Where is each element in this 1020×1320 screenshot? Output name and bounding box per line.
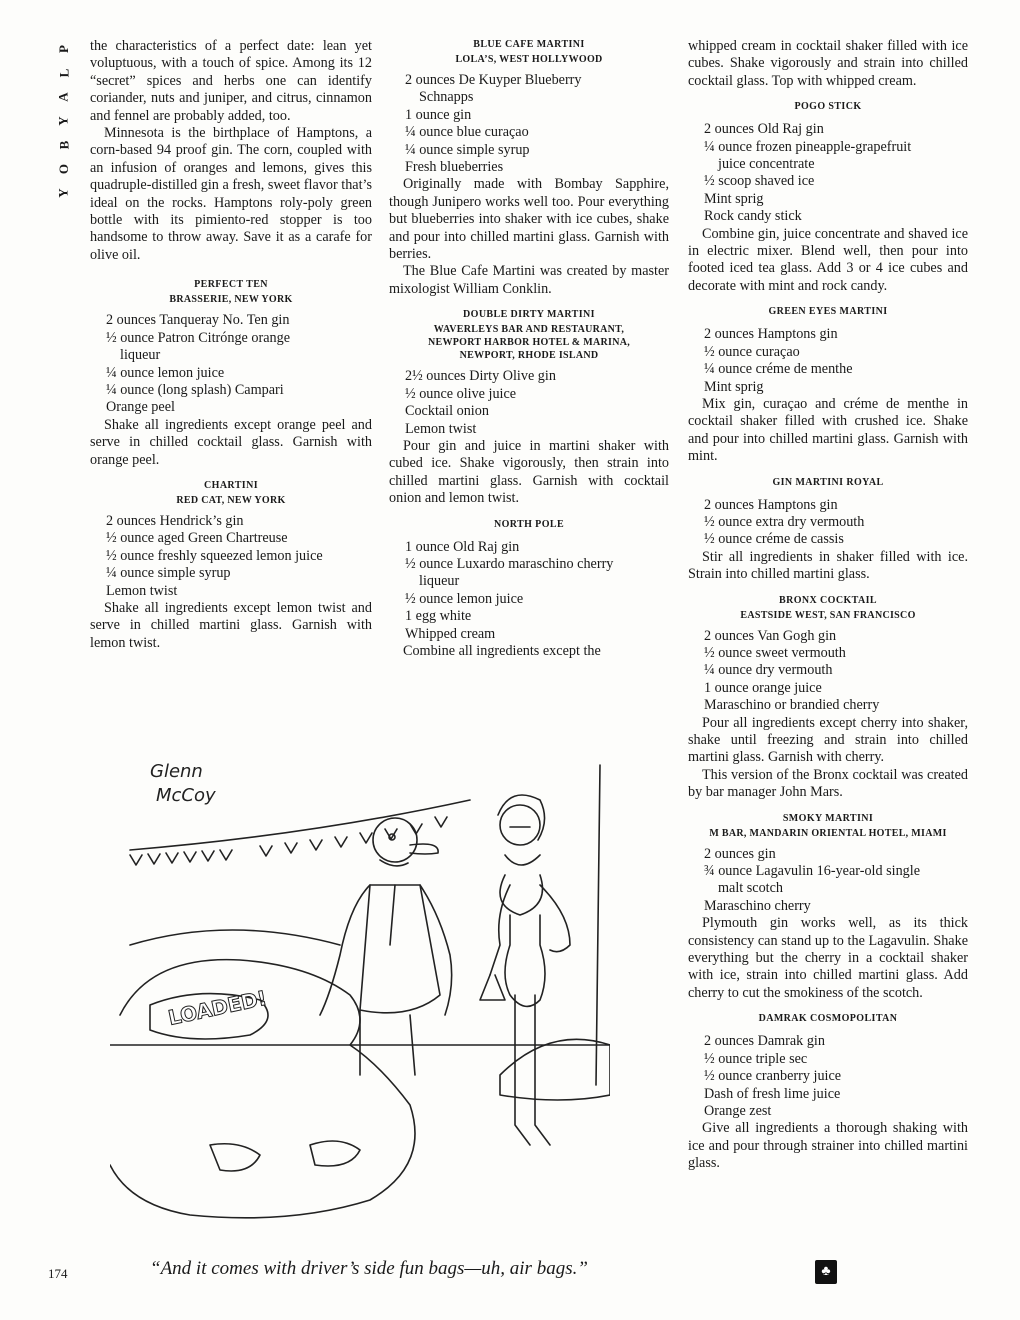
ingredient: ¼ ounce blue curaçao <box>405 124 529 141</box>
directions: Pour all ingredients except cherry into shaker, shake until freezing and strain into chilled martini glass. Garnish with cherry. <box>688 714 968 766</box>
ingredient: ½ ounce curaçao <box>704 343 800 360</box>
recipe-title: DOUBLE DIRTY MARTINI <box>463 309 595 321</box>
recipe-venue: BRASSERIE, NEW YORK <box>169 294 293 306</box>
recipe-venue: EASTSIDE WEST, SAN FRANCISCO <box>740 609 916 621</box>
ingredient: Dash of fresh lime juice <box>704 1085 841 1102</box>
directions: The Blue Cafe Martini was created by master mixologist William Conklin. <box>389 263 669 297</box>
ingredient: liqueur <box>120 347 161 364</box>
ingredient: ½ ounce extra dry vermouth <box>704 513 865 530</box>
column-3 <box>688 38 968 1173</box>
ingredient: ½ ounce olive juice <box>405 385 517 402</box>
directions: Plymouth gin works well, as its thick consistency can stand up to the Lagavulin. Shake everything but the cherry in a cocktail shaker with ice, strain into chilled martini glass. Add cherry to cut the smokiness of the scotch. <box>688 915 968 1001</box>
ingredient: ½ ounce Patron Citrónge orange <box>106 329 290 346</box>
ingredient: ½ ounce créme de cassis <box>704 531 844 548</box>
car-sign-text: LOADED! <box>166 985 269 1030</box>
directions: Give all ingredients a thorough shaking with ice and pour through strainer into chilled martini glass. <box>688 1120 968 1172</box>
ingredient: 2 ounces Van Gogh gin <box>704 627 837 644</box>
ingredient: liqueur <box>419 573 460 590</box>
ingredient: 2 ounces gin <box>704 845 776 862</box>
ingredient: Lemon twist <box>405 420 477 437</box>
directions: Mix gin, curaçao and créme de menthe in cocktail shaker filled with crushed ice. Shake and pour into chilled martini glass. Garnish with mint. <box>688 395 968 465</box>
ingredient: ½ ounce sweet vermouth <box>704 644 846 661</box>
ingredient: ¼ ounce simple syrup <box>106 565 231 582</box>
directions: Combine all ingredients except the <box>403 642 601 659</box>
ingredient: Lemon twist <box>106 582 178 599</box>
ingredient: Fresh blueberries <box>405 159 504 176</box>
ingredient: 2 ounces De Kuyper Blueberry <box>405 72 582 88</box>
directions: Combine gin, juice concentrate and shaved ice in electric mixer. Blend well, then pour into footed iced tea glass. Add 3 or 4 ice cubes and decorate with mint and rock candy. <box>688 225 968 294</box>
ingredient: ½ ounce lemon juice <box>405 590 524 607</box>
ingredient: ¼ ounce frozen pineapple-grapefruit <box>704 138 912 155</box>
ingredient: ½ ounce cranberry juice <box>704 1068 842 1085</box>
ingredient: 1 ounce Old Raj gin <box>405 538 520 555</box>
ingredient: Mint sprig <box>704 190 764 207</box>
svg-text:Glenn: Glenn <box>150 761 203 782</box>
ingredient: Maraschino or brandied cherry <box>704 697 880 714</box>
recipe-venue: WAVERLEYS BAR AND RESTAURANT, NEWPORT HARBOR HOTEL & MARINA, NEWPORT, RHODE ISLAND <box>427 324 631 362</box>
recipe-title: BLUE CAFE MARTINI <box>473 39 585 50</box>
recipe-title: BRONX COCKTAIL <box>779 594 877 606</box>
ingredient: ½ scoop shaved ice <box>704 173 815 190</box>
playboy-bunny-icon: ♣ <box>815 1260 837 1284</box>
recipe-title: PERFECT TEN <box>194 279 268 291</box>
recipe-venue: M BAR, MANDARIN ORIENTAL HOTEL, MIAMI <box>709 827 947 839</box>
ingredient: 1 ounce gin <box>405 106 472 123</box>
ingredient: ½ ounce freshly squeezed lemon juice <box>106 547 323 564</box>
column-2 <box>389 38 669 660</box>
magazine-side-label: P L A Y B O Y <box>55 45 71 198</box>
ingredient: 2 ounces Old Raj gin <box>704 121 824 138</box>
recipe-title: GIN MARTINI ROYAL <box>772 476 884 488</box>
ingredient: ½ ounce Luxardo maraschino cherry <box>405 555 614 572</box>
ingredient: 1 egg white <box>405 608 472 625</box>
ingredient: Mint sprig <box>704 378 764 395</box>
directions: This version of the Bronx cocktail was created by bar manager John Mars. <box>688 766 968 801</box>
cartoon-illustration <box>110 745 610 1245</box>
ingredient: Orange peel <box>106 399 175 416</box>
ingredient: Rock candy stick <box>704 208 802 225</box>
ingredient: ½ ounce triple sec <box>704 1050 808 1067</box>
ingredient: 2 ounces Hamptons gin <box>704 496 838 513</box>
ingredient: ¼ ounce (long splash) Campari <box>106 381 284 398</box>
column-1 <box>90 38 372 652</box>
ingredient: malt scotch <box>718 880 784 897</box>
ingredient: Orange zest <box>704 1102 772 1119</box>
ingredient: 2 ounces Damrak gin <box>704 1033 825 1050</box>
recipe-title: GREEN EYES MARTINI <box>768 306 888 318</box>
intro-para: Minnesota is the birthplace of Hamptons, a corn-based 94 proof gin. The corn, coupled with an infusion of oranges and lemons, gives this quadruple-distilled gin a fresh, sweet flavor that’s ideal on the rocks. Hamptons roly-poly green bottle with its pimiento-red stopper is too handsome to throw away. Save it as a carafe for olive oil. <box>90 125 372 263</box>
ingredient: Maraschino cherry <box>704 897 811 914</box>
recipe-title: POGO STICK <box>794 101 862 113</box>
recipe-venue: RED CAT, NEW YORK <box>176 494 286 506</box>
ingredient: ¼ ounce simple syrup <box>405 141 530 158</box>
page-number: 174 <box>48 1266 68 1281</box>
directions: Stir all ingredients in shaker filled with ice. Strain into chilled martini glass. <box>688 548 968 583</box>
intro-para: the characteristics of a perfect date: lean yet voluptuous, with a touch of spice. Among its 12 “secret” spices and herbs one can identify coriander, nuts and juniper, and citrus, cinnamon and fennel are probably added, too. <box>90 38 372 124</box>
ingredient: 2½ ounces Dirty Olive gin <box>405 368 556 385</box>
ingredient: 2 ounces Hamptons gin <box>704 326 838 343</box>
directions: whipped cream in cocktail shaker filled with ice cubes. Shake vigorously and strain into chilled cocktail glass. Top with whipped cream. <box>688 38 968 89</box>
ingredient: 2 ounces Tanqueray No. Ten gin <box>106 312 290 329</box>
recipe-title: CHARTINI <box>204 479 258 491</box>
recipe-title: NORTH POLE <box>493 518 565 530</box>
cartoon-caption: “And it comes with driver’s side fun bags—uh, air bags.” <box>150 1258 588 1279</box>
directions: Shake all ingredients except lemon twist and serve in chilled martini glass. Garnish with lemon twist. <box>90 599 372 651</box>
ingredient: ¼ ounce dry vermouth <box>704 662 833 679</box>
ingredient: Cocktail onion <box>405 403 489 420</box>
recipe-title: SMOKY MARTINI <box>782 812 874 824</box>
ingredient: ¼ ounce créme de menthe <box>704 361 853 378</box>
ingredient: ¼ ounce lemon juice <box>106 364 225 381</box>
ingredient: Whipped cream <box>405 625 496 642</box>
directions: Pour gin and juice in martini shaker with cubed ice. Shake vigorously, then strain into chilled martini glass. Garnish with cocktail onion and lemon twist. <box>389 437 669 507</box>
recipe-title: DAMRAK COSMOPOLITAN <box>758 1013 898 1025</box>
ingredient: Schnapps <box>419 89 474 106</box>
recipe-venue: LOLA’S, WEST HOLLYWOOD <box>455 54 603 65</box>
ingredient: 2 ounces Hendrick’s gin <box>106 512 244 529</box>
ingredient: 1 ounce orange juice <box>704 679 822 696</box>
directions: Shake all ingredients except orange peel and serve in chilled cocktail glass. Garnish with orange peel. <box>90 416 372 468</box>
ingredient: ¾ ounce Lagavulin 16-year-old single <box>704 863 921 880</box>
ingredient: ½ ounce aged Green Chartreuse <box>106 530 288 547</box>
ingredient: juice concentrate <box>718 156 815 173</box>
directions: Originally made with Bombay Sapphire, though Junipero works well too. Pour everything but blueberries into shaker with ice cubes, shake and pour into chilled martini glass. Garnish with berries. <box>389 176 669 263</box>
svg-text:McCoy: McCoy <box>156 785 216 806</box>
